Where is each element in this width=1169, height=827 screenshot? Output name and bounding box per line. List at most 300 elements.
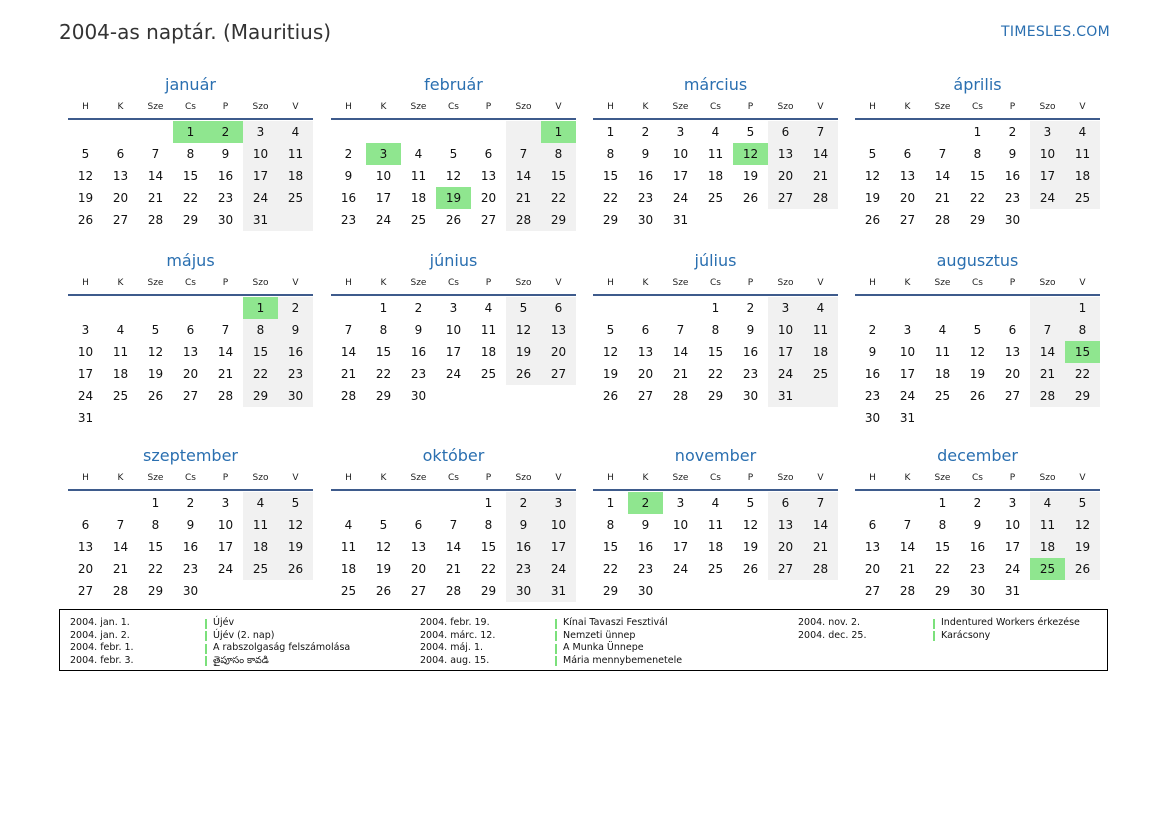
weekday-label: Sze: [934, 278, 951, 288]
day-cell: 18: [1039, 540, 1056, 554]
day-cell: 25: [252, 562, 269, 576]
month-name: július: [694, 251, 737, 270]
weekday-label: Szo: [515, 102, 532, 112]
day-cell: 3: [554, 496, 563, 510]
day-cell: 10: [77, 345, 94, 359]
day-cell: 25: [410, 213, 427, 227]
day-cell: 24: [777, 367, 794, 381]
weekday-label: Cs: [448, 102, 459, 112]
header-rule: [593, 489, 838, 491]
day-cell: 10: [672, 518, 689, 532]
day-cell: 28: [147, 213, 164, 227]
day-cell: 25: [480, 367, 497, 381]
legend-date: 2004. febr. 1.: [70, 642, 134, 654]
day-cell: 16: [515, 540, 532, 554]
day-cell: 5: [291, 496, 300, 510]
day-cell: 28: [812, 191, 829, 205]
weekday-label: H: [869, 473, 876, 483]
day-cell: 14: [445, 540, 462, 554]
weekday-label: K: [380, 473, 387, 483]
day-cell: 31: [672, 213, 689, 227]
day-cell: 9: [1008, 147, 1017, 161]
day-cell: 26: [445, 213, 462, 227]
day-cell: 7: [519, 147, 528, 161]
weekday-label: Cs: [185, 473, 196, 483]
weekday-label: V: [555, 102, 562, 112]
day-cell: 28: [445, 584, 462, 598]
day-cell: 1: [484, 496, 493, 510]
day-cell: 21: [147, 191, 164, 205]
day-cell: 17: [375, 191, 392, 205]
day-cell: 29: [602, 584, 619, 598]
page-title: 2004-as naptár. (Mauritius): [59, 20, 332, 44]
day-cell: 29: [602, 213, 619, 227]
legend-marker: [205, 656, 207, 666]
weekday-label: V: [817, 278, 824, 288]
legend-holiday-name: తైపూసం కావడి: [213, 654, 269, 666]
day-cell: 26: [742, 562, 759, 576]
day-cell: 1: [938, 496, 947, 510]
day-cell: 30: [287, 389, 304, 403]
day-cell: 17: [672, 169, 689, 183]
weekday-label: K: [904, 473, 911, 483]
weekday-label: Sze: [672, 102, 689, 112]
day-cell: 18: [934, 367, 951, 381]
legend-date: 2004. nov. 2.: [798, 617, 861, 628]
day-cell: 12: [602, 345, 619, 359]
day-cell: 22: [480, 562, 497, 576]
day-cell: 13: [182, 345, 199, 359]
day-cell: 7: [221, 323, 230, 337]
day-cell: 29: [480, 584, 497, 598]
day-cell: 14: [515, 169, 532, 183]
day-cell: 2: [414, 301, 423, 315]
day-cell: 9: [868, 345, 877, 359]
weekday-label: V: [1079, 102, 1086, 112]
weekday-label: Cs: [972, 473, 983, 483]
legend-marker: [555, 644, 557, 654]
day-cell: 22: [934, 562, 951, 576]
day-cell: 12: [969, 345, 986, 359]
day-cell: 10: [672, 147, 689, 161]
day-cell: 7: [676, 323, 685, 337]
day-cell: 20: [480, 191, 497, 205]
day-cell: 15: [252, 345, 269, 359]
day-cell: 16: [742, 345, 759, 359]
day-cell: 7: [116, 518, 125, 532]
day-cell: 8: [186, 147, 195, 161]
weekday-label: H: [607, 473, 614, 483]
day-cell: 11: [252, 518, 269, 532]
weekday-label: Szo: [252, 102, 269, 112]
day-cell: 17: [672, 540, 689, 554]
day-cell: 3: [781, 301, 790, 315]
day-cell: 29: [147, 584, 164, 598]
day-cell: 5: [379, 518, 388, 532]
day-cell: 24: [1039, 191, 1056, 205]
header-rule: [855, 294, 1100, 296]
day-cell: 21: [217, 367, 234, 381]
day-cell: 3: [81, 323, 90, 337]
day-cell: 23: [969, 562, 986, 576]
weekday-label: Szo: [1039, 278, 1056, 288]
weekday-label: K: [642, 473, 649, 483]
day-cell: 14: [112, 540, 129, 554]
day-cell: 26: [1074, 562, 1091, 576]
day-cell: 16: [410, 345, 427, 359]
day-cell: 30: [637, 213, 654, 227]
weekday-label: V: [555, 473, 562, 483]
day-cell: 9: [291, 323, 300, 337]
day-cell: 21: [1039, 367, 1056, 381]
day-cell: 30: [742, 389, 759, 403]
day-cell: 29: [375, 389, 392, 403]
day-cell: 20: [899, 191, 916, 205]
weekday-label: P: [485, 102, 492, 112]
weekday-label: Sze: [410, 473, 427, 483]
weekday-label: V: [1079, 278, 1086, 288]
day-cell: 13: [77, 540, 94, 554]
day-cell: 24: [445, 367, 462, 381]
weekday-label: V: [1079, 473, 1086, 483]
day-cell: 21: [899, 562, 916, 576]
day-cell: 26: [515, 367, 532, 381]
day-cell: 25: [934, 389, 951, 403]
day-cell: 11: [112, 345, 129, 359]
day-cell: 5: [449, 147, 458, 161]
day-cell: 1: [379, 301, 388, 315]
holiday-day: 25: [1030, 558, 1065, 580]
weekday-label: Szo: [252, 473, 269, 483]
day-cell: 26: [969, 389, 986, 403]
day-cell: 22: [707, 367, 724, 381]
weekday-label: H: [607, 278, 614, 288]
weekday-label: K: [117, 473, 124, 483]
weekday-label: Szo: [515, 473, 532, 483]
day-cell: 20: [112, 191, 129, 205]
weekday-label: Cs: [448, 473, 459, 483]
day-cell: 2: [973, 496, 982, 510]
day-cell: 24: [550, 562, 567, 576]
day-cell: 20: [637, 367, 654, 381]
day-cell: 30: [182, 584, 199, 598]
legend-date: 2004. febr. 19.: [420, 617, 490, 628]
month-name: április: [953, 75, 1002, 94]
day-cell: 23: [1004, 191, 1021, 205]
weekday-label: P: [747, 278, 754, 288]
day-cell: 31: [777, 389, 794, 403]
day-cell: 8: [606, 147, 615, 161]
day-cell: 5: [973, 323, 982, 337]
day-cell: 16: [340, 191, 357, 205]
weekday-label: V: [292, 473, 299, 483]
day-cell: 26: [287, 562, 304, 576]
day-cell: 7: [151, 147, 160, 161]
day-cell: 24: [375, 213, 392, 227]
day-cell: 8: [711, 323, 720, 337]
day-cell: 21: [445, 562, 462, 576]
day-cell: 10: [375, 169, 392, 183]
weekday-label: Sze: [934, 102, 951, 112]
day-cell: 21: [112, 562, 129, 576]
day-cell: 9: [973, 518, 982, 532]
day-cell: 12: [375, 540, 392, 554]
legend-date: 2004. jan. 1.: [70, 617, 130, 628]
weekday-label: V: [555, 278, 562, 288]
day-cell: 3: [903, 323, 912, 337]
day-cell: 30: [864, 411, 881, 425]
day-cell: 1: [973, 125, 982, 139]
legend-date: 2004. jan. 2.: [70, 629, 130, 641]
day-cell: 28: [812, 562, 829, 576]
weekday-label: V: [817, 102, 824, 112]
legend-holiday-name: Indentured Workers érkezése: [941, 617, 1080, 628]
day-cell: 28: [217, 389, 234, 403]
day-cell: 29: [969, 213, 986, 227]
weekday-label: Cs: [448, 278, 459, 288]
day-cell: 19: [742, 540, 759, 554]
day-cell: 3: [1043, 125, 1052, 139]
day-cell: 10: [550, 518, 567, 532]
day-cell: 17: [550, 540, 567, 554]
day-cell: 29: [252, 389, 269, 403]
day-cell: 7: [449, 518, 458, 532]
day-cell: 6: [484, 147, 493, 161]
day-cell: 28: [934, 213, 951, 227]
day-cell: 12: [287, 518, 304, 532]
day-cell: 24: [252, 191, 269, 205]
day-cell: 1: [606, 496, 615, 510]
day-cell: 29: [1074, 389, 1091, 403]
day-cell: 2: [344, 147, 353, 161]
day-cell: 30: [410, 389, 427, 403]
legend-marker: [555, 619, 557, 629]
day-cell: 9: [519, 518, 528, 532]
day-cell: 23: [182, 562, 199, 576]
day-cell: 24: [217, 562, 234, 576]
day-cell: 27: [480, 213, 497, 227]
day-cell: 19: [602, 367, 619, 381]
day-cell: 26: [602, 389, 619, 403]
header-rule: [68, 118, 313, 120]
month-name: augusztus: [936, 251, 1019, 270]
day-cell: 14: [672, 345, 689, 359]
day-cell: 4: [1043, 496, 1052, 510]
day-cell: 19: [969, 367, 986, 381]
day-cell: 8: [1078, 323, 1087, 337]
weekday-label: H: [345, 102, 352, 112]
day-cell: 12: [445, 169, 462, 183]
weekday-label: Szo: [1039, 102, 1056, 112]
day-cell: 25: [340, 584, 357, 598]
day-cell: 19: [742, 169, 759, 183]
day-cell: 29: [934, 584, 951, 598]
day-cell: 15: [480, 540, 497, 554]
legend-date: 2004. dec. 25.: [798, 629, 867, 641]
day-cell: 30: [217, 213, 234, 227]
day-cell: 2: [641, 125, 650, 139]
day-cell: 4: [414, 147, 423, 161]
day-cell: 7: [1043, 323, 1052, 337]
weekday-label: Sze: [410, 278, 427, 288]
day-cell: 22: [1074, 367, 1091, 381]
legend-holiday-name: Nemzeti ünnep: [563, 629, 636, 641]
weekday-label: V: [292, 278, 299, 288]
weekday-label: V: [292, 102, 299, 112]
day-cell: 1: [606, 125, 615, 139]
day-cell: 16: [182, 540, 199, 554]
day-cell: 31: [899, 411, 916, 425]
day-cell: 29: [550, 213, 567, 227]
day-cell: 9: [221, 147, 230, 161]
header-rule: [68, 489, 313, 491]
day-cell: 18: [112, 367, 129, 381]
day-cell: 17: [899, 367, 916, 381]
header-rule: [331, 294, 576, 296]
day-cell: 8: [938, 518, 947, 532]
day-cell: 27: [864, 584, 881, 598]
weekday-label: Szo: [252, 278, 269, 288]
weekday-label: Szo: [777, 278, 794, 288]
day-cell: 6: [903, 147, 912, 161]
legend-holiday-name: Kínai Tavaszi Fesztivál: [563, 617, 668, 628]
weekday-label: Cs: [185, 278, 196, 288]
month-name: december: [937, 446, 1018, 465]
month-name: november: [674, 446, 757, 465]
day-cell: 4: [938, 323, 947, 337]
day-cell: 8: [151, 518, 160, 532]
day-cell: 13: [864, 540, 881, 554]
day-cell: 4: [484, 301, 493, 315]
day-cell: 14: [1039, 345, 1056, 359]
weekday-label: Cs: [972, 278, 983, 288]
day-cell: 6: [414, 518, 423, 532]
legend-marker: [205, 631, 207, 641]
day-cell: 14: [899, 540, 916, 554]
day-cell: 27: [777, 191, 794, 205]
day-cell: 6: [186, 323, 195, 337]
weekday-label: Sze: [934, 473, 951, 483]
holiday-day: 1: [243, 297, 278, 319]
legend-holiday-name: Újév (2. nap): [213, 629, 275, 641]
weekday-label: K: [380, 102, 387, 112]
day-cell: 2: [519, 496, 528, 510]
day-cell: 16: [1004, 169, 1021, 183]
day-cell: 25: [287, 191, 304, 205]
day-cell: 16: [637, 169, 654, 183]
day-cell: 21: [672, 367, 689, 381]
day-cell: 30: [1004, 213, 1021, 227]
weekday-label: Sze: [147, 473, 164, 483]
day-cell: 16: [969, 540, 986, 554]
day-cell: 3: [1008, 496, 1017, 510]
day-cell: 6: [81, 518, 90, 532]
day-cell: 23: [515, 562, 532, 576]
day-cell: 20: [864, 562, 881, 576]
weekday-label: H: [607, 102, 614, 112]
day-cell: 2: [746, 301, 755, 315]
day-cell: 13: [550, 323, 567, 337]
day-cell: 8: [606, 518, 615, 532]
day-cell: 19: [287, 540, 304, 554]
day-cell: 11: [707, 147, 724, 161]
day-cell: 26: [77, 213, 94, 227]
day-cell: 5: [1078, 496, 1087, 510]
legend-holiday-name: Karácsony: [941, 629, 991, 641]
day-cell: 28: [515, 213, 532, 227]
weekday-label: P: [222, 473, 229, 483]
day-cell: 1: [151, 496, 160, 510]
day-cell: 18: [410, 191, 427, 205]
day-cell: 17: [777, 345, 794, 359]
day-cell: 20: [1004, 367, 1021, 381]
day-cell: 25: [112, 389, 129, 403]
day-cell: 22: [550, 191, 567, 205]
day-cell: 15: [375, 345, 392, 359]
day-cell: 27: [899, 213, 916, 227]
brand-link[interactable]: TIMESLES.COM: [1001, 24, 1110, 40]
day-cell: 21: [515, 191, 532, 205]
holiday-day: 2: [628, 492, 663, 514]
day-cell: 15: [602, 540, 619, 554]
legend-marker: [205, 644, 207, 654]
day-cell: 6: [868, 518, 877, 532]
day-cell: 30: [515, 584, 532, 598]
day-cell: 22: [602, 562, 619, 576]
day-cell: 20: [777, 540, 794, 554]
legend-date: 2004. máj. 1.: [420, 642, 484, 654]
weekday-label: Sze: [410, 102, 427, 112]
weekday-label: P: [1009, 102, 1016, 112]
day-cell: 31: [1004, 584, 1021, 598]
day-cell: 12: [147, 345, 164, 359]
day-cell: 17: [77, 367, 94, 381]
holiday-legend: [59, 609, 1108, 671]
day-cell: 25: [812, 367, 829, 381]
day-cell: 27: [550, 367, 567, 381]
month-name: október: [422, 446, 485, 465]
header-rule: [855, 118, 1100, 120]
day-cell: 23: [340, 213, 357, 227]
day-cell: 7: [344, 323, 353, 337]
day-cell: 5: [746, 496, 755, 510]
weekday-label: Szo: [777, 102, 794, 112]
day-cell: 3: [676, 496, 685, 510]
day-cell: 11: [287, 147, 304, 161]
day-cell: 16: [287, 345, 304, 359]
day-cell: 2: [1008, 125, 1017, 139]
day-cell: 23: [217, 191, 234, 205]
weekday-label: H: [345, 278, 352, 288]
weekday-label: Cs: [710, 278, 721, 288]
legend-marker: [933, 631, 935, 641]
day-cell: 15: [934, 540, 951, 554]
day-cell: 23: [864, 389, 881, 403]
day-cell: 14: [147, 169, 164, 183]
day-cell: 14: [217, 345, 234, 359]
day-cell: 15: [147, 540, 164, 554]
weekday-label: Sze: [147, 278, 164, 288]
day-cell: 5: [151, 323, 160, 337]
weekday-label: Sze: [672, 473, 689, 483]
weekday-label: K: [642, 102, 649, 112]
day-cell: 16: [217, 169, 234, 183]
day-cell: 11: [812, 323, 829, 337]
weekday-label: H: [82, 102, 89, 112]
day-cell: 23: [742, 367, 759, 381]
day-cell: 2: [868, 323, 877, 337]
month-name: február: [424, 75, 483, 94]
